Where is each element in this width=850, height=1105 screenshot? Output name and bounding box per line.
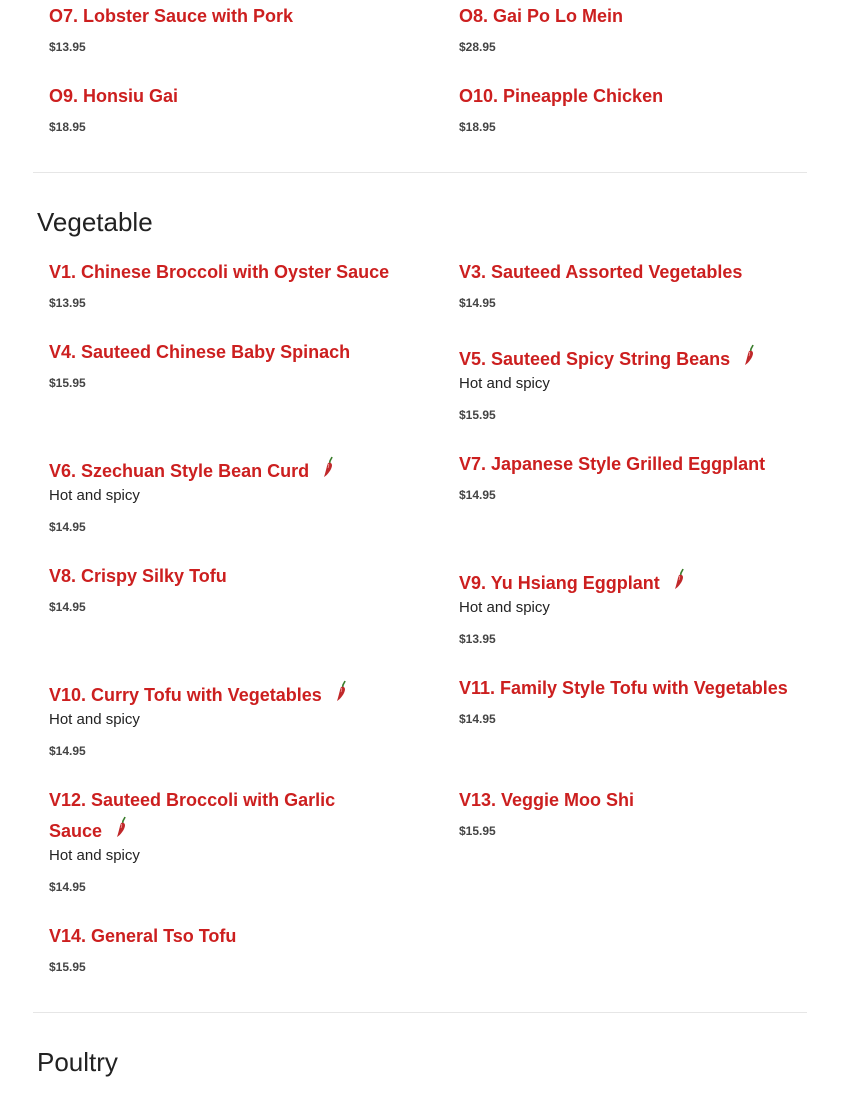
menu-item-v10[interactable] [49,679,350,710]
menu-item-v9-name[interactable]: V9. Yu Hsiang Eggplant [459,573,660,593]
menu-item-v12-desc: Hot and spicy [49,847,140,864]
menu-item-v3-name[interactable]: V3. Sauteed Assorted Vegetables [459,262,743,282]
menu-item-v12[interactable] [49,785,379,846]
menu-item-v14-name[interactable]: V14. General Tso Tofu [49,926,237,946]
menu-item-v5-desc: Hot and spicy [459,375,550,392]
chili-pepper-icon [672,567,688,591]
menu-item-v9-price: $13.95 [459,632,496,646]
menu-item-v13-name[interactable]: V13. Veggie Moo Shi [459,790,635,810]
menu-item-o10-price: $18.95 [459,120,496,134]
menu-item-v5[interactable] [459,343,758,374]
menu-item-v8-name[interactable]: V8. Crispy Silky Tofu [49,566,227,586]
menu-item-o9-price: $18.95 [49,120,86,134]
menu-item-v1-name[interactable]: V1. Chinese Broccoli with Oyster Sauce [49,262,390,282]
menu-item-v5-price: $15.95 [459,408,496,422]
menu-item-v7-name[interactable]: V7. Japanese Style Grilled Eggplant [459,454,766,474]
menu-item-v6-desc: Hot and spicy [49,487,140,504]
menu-item-v10-name[interactable]: V10. Curry Tofu with Vegetables [49,685,322,705]
menu-item-o10-name[interactable]: O10. Pineapple Chicken [459,86,664,106]
menu-item-v7-price: $14.95 [459,488,496,502]
menu-item-v14-price: $15.95 [49,960,86,974]
chili-pepper-icon [321,455,337,479]
menu-item-v6-price: $14.95 [49,520,86,534]
menu-item-v6-name[interactable]: V6. Szechuan Style Bean Curd [49,461,310,481]
menu-item-v10-desc: Hot and spicy [49,711,140,728]
chili-pepper-icon [114,815,130,839]
menu-item-o8-price: $28.95 [459,40,496,54]
menu-item-v6[interactable] [49,455,337,486]
menu-item-v11-name[interactable]: V11. Family Style Tofu with Vegetables [459,678,788,698]
menu-item-o7-name[interactable]: O7. Lobster Sauce with Pork [49,6,294,26]
menu-item-v8-price: $14.95 [49,600,86,614]
menu-item-o9-name[interactable]: O9. Honsiu Gai [49,86,179,106]
menu-item-v9[interactable] [459,567,688,598]
chili-pepper-icon [742,343,758,367]
section-title-vegetable: Vegetable [37,207,153,237]
menu-item-v11-price: $14.95 [459,712,496,726]
section-divider [33,172,807,173]
menu-item-v12-name[interactable]: V12. Sauteed Broccoli with Garlic Sauce [49,790,336,841]
menu-item-v1-price: $13.95 [49,296,86,310]
menu-item-v9-desc: Hot and spicy [459,599,550,616]
menu-item-v12-price: $14.95 [49,880,86,894]
menu-item-v13-price: $15.95 [459,824,496,838]
menu-item-o8-name[interactable]: O8. Gai Po Lo Mein [459,6,624,26]
menu-item-o7-price: $13.95 [49,40,86,54]
section-title-poultry: Poultry [37,1047,118,1077]
chili-pepper-icon [334,679,350,703]
menu-item-v5-name[interactable]: V5. Sauteed Spicy String Beans [459,349,731,369]
menu-item-v3-price: $14.95 [459,296,496,310]
section-divider [33,1012,807,1013]
menu-item-v10-price: $14.95 [49,744,86,758]
menu-item-v4-name[interactable]: V4. Sauteed Chinese Baby Spinach [49,342,351,362]
menu-item-v4-price: $15.95 [49,376,86,390]
